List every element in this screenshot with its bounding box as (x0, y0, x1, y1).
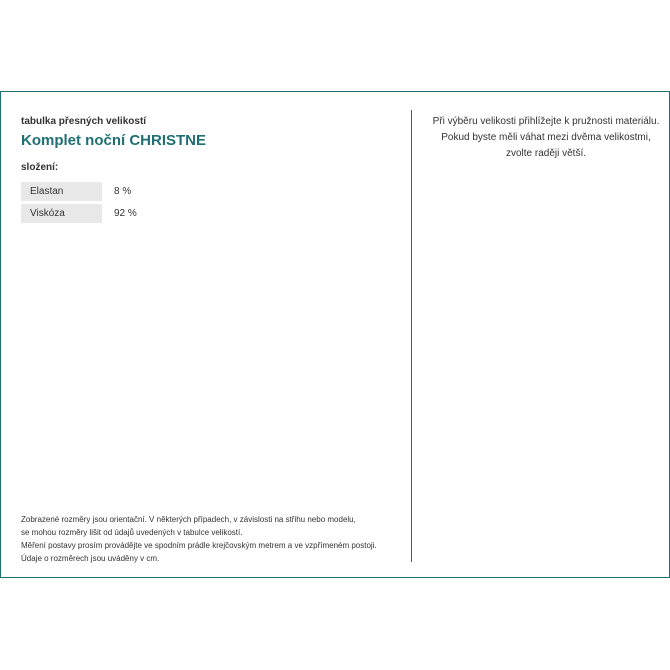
table-row (21, 182, 137, 201)
size-advice (431, 114, 661, 162)
material-name: Elastan (21, 182, 102, 201)
note-line: Měření postavy prosím provádějte ve spodním prádle krejčovským metrem a ve vzpřímeném postoji. (21, 541, 377, 550)
vertical-divider (411, 110, 412, 562)
measurement-notes (21, 513, 391, 565)
product-title: Komplet noční CHRISTNE (21, 132, 207, 149)
material-percent: 8 % (114, 186, 132, 197)
table-row (21, 204, 137, 223)
advice-line: Pokud byste měli váhat mezi dvěma velikostmi, (441, 132, 651, 143)
note-line: Údaje o rozměrech jsou uváděny v cm. (21, 554, 160, 563)
composition-table (21, 179, 137, 226)
size-chart-card (0, 91, 670, 578)
composition-label: složení: (21, 162, 59, 173)
material-name: Viskóza (21, 204, 102, 223)
material-percent: 92 % (114, 208, 137, 219)
note-line: Zobrazené rozměry jsou orientační. V některých případech, v závislosti na střihu nebo modelu, (21, 515, 356, 524)
chart-subtitle: tabulka přesných velikostí (21, 116, 147, 127)
left-panel (21, 92, 391, 577)
advice-line: Při výběru velikosti přihlížejte k pružnosti materiálu. (432, 116, 660, 127)
note-line: se mohou rozměry lišit od údajů uvedených v tabulce velikostí. (21, 528, 243, 537)
advice-line: zvolte raději větší. (505, 148, 587, 159)
